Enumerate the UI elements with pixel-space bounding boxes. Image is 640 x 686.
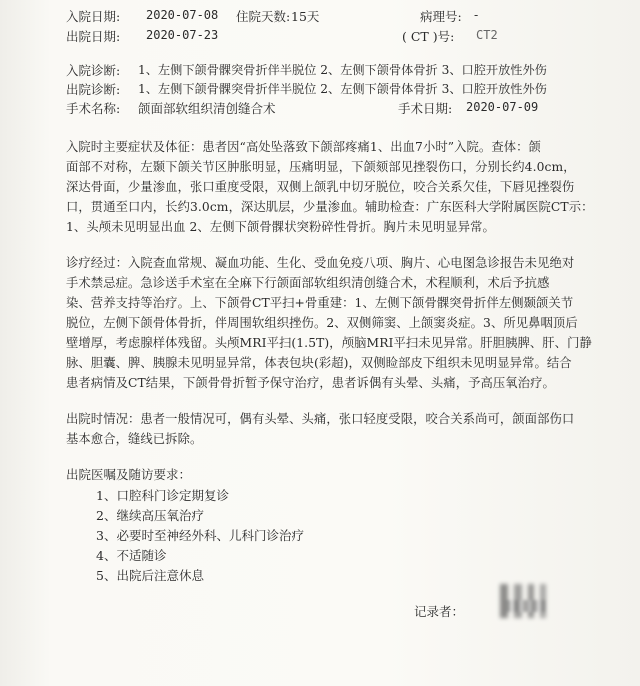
- surgery-date: 2020-07-09: [466, 100, 539, 114]
- discharge-line: 基本愈合，缝线已拆除。: [66, 432, 203, 446]
- admit-date: 2020-07-08: [146, 8, 219, 22]
- advice-item: 3、必要时至神经外科、儿科门诊治疗: [96, 528, 304, 543]
- admission-line: 入院时主要症状及体征：患者因“高处坠落致下颌部疼痛1、出血7小时”入院。查体：颌: [66, 140, 541, 154]
- pathology-label: 病理号:: [420, 9, 462, 24]
- admit-diagnosis-text: 1、左侧下颌骨髁突骨折伴半脱位 2、左侧下颌骨体骨折 3、口腔开放性外伤: [138, 63, 547, 77]
- treatment-line: 患者病情及CT结果，下颌骨骨折暂予保守治疗，患者诉偶有头晕、头痛，予高压氧治疗。: [66, 376, 555, 390]
- surgery-date-label: 手术日期:: [398, 101, 453, 116]
- ct-value: CT2: [476, 28, 498, 42]
- treatment-line: 诊疗经过：入院查血常规、凝血功能、生化、受血免疫八项、胸片、心电图急诊报告未见绝对: [66, 256, 575, 270]
- surgery-name: 颌面部软组织清创缝合术: [138, 101, 276, 116]
- treatment-line: 脉、胆囊、脾、胰腺未见明显异常，体表包块(彩超)，双侧睑部皮下组织未见明显异常。结合: [66, 356, 572, 370]
- stay-days-label: 住院天数:: [236, 9, 291, 24]
- discharge-line: 出院时情况：患者一般情况可，偶有头晕、头痛，张口轻度受限，咬合关系尚可，颌面部伤口: [66, 412, 575, 426]
- treatment-line: 染、营养支持等治疗。上、下颌骨CT平扫+骨重建：1、左侧下颌骨髁突骨折伴左侧颞颌关节: [66, 296, 574, 310]
- admit-diagnosis-label: 入院诊断:: [66, 63, 121, 78]
- discharge-date-label: 出院日期:: [66, 29, 121, 44]
- admit-date-label: 入院日期:: [66, 9, 121, 24]
- discharge-diagnosis-label: 出院诊断:: [66, 82, 121, 97]
- stay-days: 15天: [291, 9, 320, 24]
- ct-label: ( CT )号:: [402, 29, 455, 44]
- advice-item: 5、出院后注意休息: [96, 568, 204, 583]
- admission-line: 面部不对称，左颞下颌关节区肿胀明显，压痛明显，下颌颏部见挫裂伤口，分别长约4.0cm，: [66, 160, 576, 174]
- advice-item: 4、不适随诊: [96, 548, 167, 563]
- admission-line: 口，贯通至口内，长约3.0cm，深达肌层，少量渗血。辅助检查：广东医科大学附属医院CT示：: [66, 200, 594, 214]
- advice-item: 1、口腔科门诊定期复诊: [96, 488, 229, 503]
- discharge-date: 2020-07-23: [146, 28, 219, 42]
- pathology-value: -: [474, 7, 479, 22]
- treatment-line: 手术禁忌症。急诊送手术室在全麻下行颌面部软组织清创缝合术，术程顺利，术后予抗感: [66, 276, 550, 290]
- admission-line: 深达骨面，少量渗血，张口重度受限，双侧上颌乳中切牙脱位，咬合关系欠佳，下唇见挫裂伤: [66, 180, 575, 194]
- treatment-line: 壁增厚，考虑腺样体残留。头颅MRI平扫(1.5T)，颅脑MRI平扫未见异常。肝胆胰脾、肝、门静: [66, 336, 592, 350]
- recorder-label: 记录者：: [414, 604, 465, 619]
- redacted-signature-shadow: [505, 600, 545, 612]
- advice-title: 出院医嘱及随访要求：: [66, 467, 192, 482]
- advice-item: 2、继续高压氧治疗: [96, 508, 204, 523]
- surgery-name-label: 手术名称:: [66, 101, 121, 116]
- discharge-diagnosis-text: 1、左侧下颌骨髁突骨折伴半脱位 2、左侧下颌骨体骨折 3、口腔开放性外伤: [138, 82, 547, 96]
- admission-line: 1、头颅未见明显出血 2、左侧下颌骨髁状突粉碎性骨折。胸片未见明显异常。: [66, 220, 495, 234]
- treatment-line: 脱位，左侧下颌骨体骨折，伴周围软组织挫伤。2、双侧筛窦、上颌窦炎症。3、所见鼻咽顶后: [66, 316, 578, 330]
